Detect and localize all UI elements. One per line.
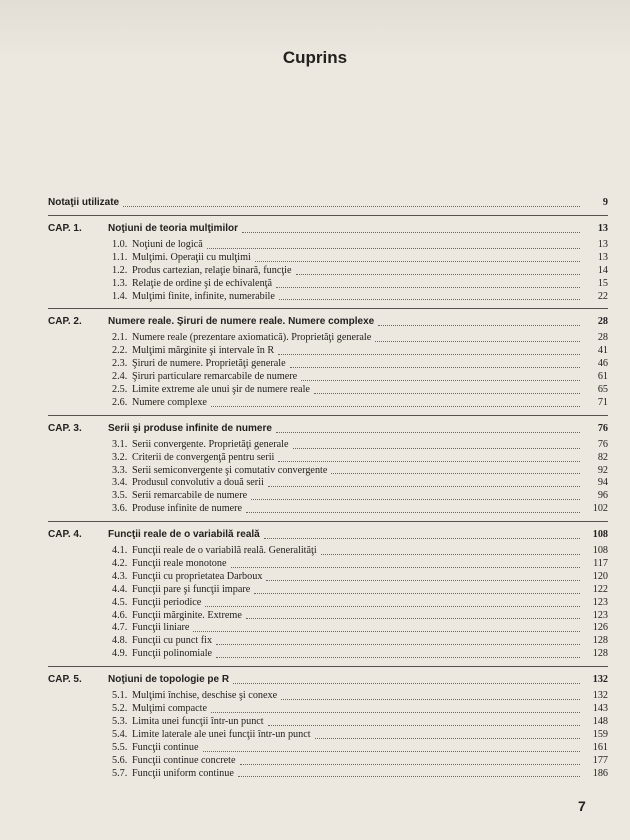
divider <box>48 415 608 416</box>
chapter-page: 132 <box>592 674 608 686</box>
section-page: 159 <box>592 728 608 740</box>
section-title: Funcţii continue concrete <box>132 754 236 766</box>
section-page: 123 <box>592 596 608 608</box>
section-number: 2.1. <box>112 332 128 344</box>
notations-page: 9 <box>602 197 608 208</box>
dot-leader <box>276 286 580 288</box>
page-title: Cuprins <box>282 48 348 67</box>
section-title: Funcţii cu punct fix <box>132 635 213 647</box>
toc-section[interactable] <box>48 545 608 558</box>
section-number: 5.1. <box>112 690 128 702</box>
toc-section[interactable] <box>48 477 608 490</box>
toc-section[interactable] <box>48 716 608 729</box>
toc-chapter[interactable] <box>48 315 608 329</box>
chapter-label: CAP. 5. <box>48 674 82 686</box>
section-page: 132 <box>592 690 608 702</box>
dot-leader <box>242 231 580 233</box>
chapter-label: CAP. 1. <box>48 223 82 234</box>
chapter-title: Noţiuni de teoria mulţimilor <box>108 223 239 234</box>
section-number: 2.3. <box>112 358 128 370</box>
dot-leader <box>314 392 580 394</box>
section-number: 5.4. <box>112 728 128 740</box>
dot-leader <box>246 511 580 513</box>
dot-leader <box>240 763 580 765</box>
section-title: Numere complexe <box>132 396 207 408</box>
section-page: 94 <box>597 477 608 489</box>
toc-section[interactable] <box>48 503 608 516</box>
section-title: Numere reale (prezentare axiomatică). Proprietăţi generale <box>132 332 372 344</box>
toc-section[interactable] <box>48 397 608 410</box>
dot-leader <box>268 724 580 726</box>
section-title: Limite laterale ale unei funcţii într-un punct <box>132 728 311 740</box>
chapter-title: Serii şi produse infinite de numere <box>108 422 272 434</box>
toc-section[interactable] <box>48 465 608 478</box>
dot-leader <box>211 711 580 713</box>
dot-leader <box>264 537 580 539</box>
section-page: 22 <box>597 290 608 302</box>
section-page: 120 <box>592 570 608 582</box>
chapter-page: 28 <box>597 316 608 328</box>
toc-section[interactable] <box>48 622 608 635</box>
section-number: 2.5. <box>112 384 128 396</box>
section-number: 2.4. <box>112 371 128 383</box>
dot-leader <box>207 247 580 249</box>
dot-leader <box>211 405 580 407</box>
dot-leader <box>276 431 580 433</box>
section-number: 4.6. <box>112 609 128 621</box>
section-title: Funcţii uniform continue <box>132 767 234 779</box>
toc-section[interactable] <box>48 635 608 648</box>
section-title: Produse infinite de numere <box>132 503 243 515</box>
section-page: 126 <box>592 622 608 634</box>
section-number: 3.6. <box>112 503 128 515</box>
section-number: 5.5. <box>112 741 128 753</box>
section-title: Mulţimi. Operaţii cu mulţimi <box>132 251 251 263</box>
dot-leader <box>254 592 580 594</box>
dot-leader <box>231 566 580 568</box>
toc-section[interactable] <box>48 584 608 597</box>
toc-notations[interactable] <box>48 196 608 210</box>
toc-chapter[interactable] <box>48 422 608 436</box>
section-number: 4.3. <box>112 570 128 582</box>
section-number: 3.5. <box>112 490 128 502</box>
section-title: Limite extreme ale unui şir de numere reale <box>132 384 310 396</box>
section-page: 143 <box>592 703 608 715</box>
toc-section[interactable] <box>48 490 608 503</box>
dot-leader <box>281 698 580 700</box>
dot-leader <box>296 273 580 275</box>
toc-section[interactable] <box>48 768 608 781</box>
toc-section[interactable] <box>48 729 608 742</box>
section-title: Funcţii reale de o variabilă reală. Generalităţi <box>132 545 317 557</box>
section-number: 4.9. <box>112 648 128 660</box>
section-title: Funcţii pare şi funcţii impare <box>132 583 251 595</box>
dot-leader <box>123 205 580 207</box>
dot-leader <box>233 682 580 684</box>
section-title: Funcţii liniare <box>132 622 190 634</box>
chapter-page: 76 <box>597 422 608 434</box>
section-number: 5.2. <box>112 703 128 715</box>
dot-leader <box>375 340 580 342</box>
toc-section[interactable] <box>48 703 608 716</box>
section-title: Şiruri particulare remarcabile de numere <box>132 371 298 383</box>
toc-section[interactable] <box>48 690 608 703</box>
toc-section[interactable] <box>48 648 608 661</box>
dot-leader <box>321 553 580 555</box>
section-page: 186 <box>592 767 608 779</box>
section-title: Mulţimi închise, deschise şi conexe <box>132 690 278 702</box>
section-title: Mulţimi finite, infinite, numerabile <box>132 290 275 302</box>
toc-section[interactable] <box>48 610 608 623</box>
section-page: 76 <box>597 438 608 450</box>
chapter-page: 108 <box>592 529 608 541</box>
dot-leader <box>293 447 580 449</box>
section-title: Limita unei funcţii într-un punct <box>132 715 264 727</box>
dot-leader <box>331 472 580 474</box>
dot-leader <box>278 460 580 462</box>
section-number: 4.8. <box>112 635 128 647</box>
toc-section[interactable] <box>48 358 608 371</box>
section-number: 4.5. <box>112 596 128 608</box>
chapter-title: Numere reale. Şiruri de numere reale. Numere complexe <box>108 316 375 328</box>
chapter-label: CAP. 2. <box>48 316 82 328</box>
divider <box>48 215 608 216</box>
section-page: 13 <box>597 239 608 250</box>
dot-leader <box>216 643 580 645</box>
dot-leader <box>290 366 580 368</box>
toc-section[interactable] <box>48 384 608 397</box>
section-page: 46 <box>597 358 608 370</box>
toc-section[interactable] <box>48 597 608 610</box>
section-page: 96 <box>597 490 608 502</box>
toc-section[interactable] <box>48 371 608 384</box>
section-page: 117 <box>593 558 608 570</box>
toc-section[interactable] <box>48 571 608 584</box>
dot-leader <box>216 656 580 658</box>
section-title: Relaţie de ordine şi de echivalenţă <box>132 277 273 289</box>
dot-leader <box>255 260 580 262</box>
section-number: 1.2. <box>112 264 128 276</box>
dot-leader <box>278 353 580 355</box>
section-title: Şiruri de numere. Proprietăţi generale <box>132 358 286 370</box>
toc-chapter[interactable] <box>48 528 608 542</box>
section-page: 161 <box>592 741 608 753</box>
section-title: Serii convergente. Proprietăţi generale <box>132 438 289 450</box>
section-page: 128 <box>592 648 608 660</box>
section-number: 4.2. <box>112 558 128 570</box>
toc-section[interactable] <box>48 291 608 304</box>
section-title: Funcţii continue <box>132 741 199 753</box>
toc-section[interactable] <box>48 345 608 358</box>
toc-section[interactable] <box>48 558 608 571</box>
dot-leader <box>238 775 580 777</box>
section-number: 2.2. <box>112 345 128 357</box>
section-page: 122 <box>592 583 608 595</box>
section-page: 71 <box>597 396 608 408</box>
section-page: 28 <box>597 332 608 344</box>
toc-chapter[interactable] <box>48 673 608 687</box>
section-number: 4.4. <box>112 583 128 595</box>
section-page: 13 <box>597 251 608 263</box>
toc-section[interactable] <box>48 239 608 252</box>
section-number: 5.7. <box>112 767 128 779</box>
dot-leader <box>251 498 580 500</box>
section-title: Noţiuni de logică <box>132 239 203 250</box>
toc-section[interactable] <box>48 452 608 465</box>
section-number: 3.4. <box>112 477 128 489</box>
toc-section[interactable] <box>48 278 608 291</box>
divider <box>48 308 608 309</box>
dot-leader <box>279 298 580 300</box>
section-page: 65 <box>597 384 608 396</box>
toc-section[interactable] <box>48 332 608 345</box>
chapter-title: Funcţii reale de o variabilă reală <box>108 529 260 541</box>
section-title: Mulţimi compacte <box>132 703 207 715</box>
table-of-contents <box>48 196 608 780</box>
section-title: Mulţimi mărginite şi intervale în R <box>132 345 275 357</box>
section-number: 5.3. <box>112 715 128 727</box>
toc-section[interactable] <box>48 755 608 768</box>
section-page: 128 <box>592 635 608 647</box>
section-title: Funcţii mărginite. Extreme <box>132 609 242 621</box>
section-number: 3.3. <box>112 464 128 476</box>
section-page: 177 <box>592 754 608 766</box>
dot-leader <box>378 324 580 326</box>
toc-section[interactable] <box>48 742 608 755</box>
section-title: Serii remarcabile de numere <box>132 490 248 502</box>
dot-leader <box>193 630 580 632</box>
section-page: 102 <box>592 503 608 515</box>
dot-leader <box>268 485 580 487</box>
toc-section[interactable] <box>48 265 608 278</box>
chapter-page: 13 <box>597 223 608 234</box>
section-number: 1.3. <box>112 277 128 289</box>
section-title: Funcţii reale monotone <box>132 558 227 570</box>
section-title: Funcţii cu proprietatea Darboux <box>132 570 263 582</box>
toc-chapter[interactable] <box>48 222 608 236</box>
section-title: Serii semiconvergente şi comutativ convergente <box>132 464 328 476</box>
section-page: 15 <box>597 277 608 289</box>
dot-leader <box>205 605 580 607</box>
chapter-label: CAP. 4. <box>48 529 82 541</box>
section-number: 1.0. <box>112 239 128 250</box>
section-page: 123 <box>592 609 608 621</box>
divider <box>48 666 608 667</box>
section-number: 2.6. <box>112 396 128 408</box>
section-title: Criterii de convergenţă pentru serii <box>132 451 275 463</box>
chapter-label: CAP. 3. <box>48 422 82 434</box>
toc-section[interactable] <box>48 252 608 265</box>
section-page: 92 <box>597 464 608 476</box>
section-number: 5.6. <box>112 754 128 766</box>
page-number: 7 <box>578 798 586 814</box>
section-title: Funcţii polinomiale <box>132 648 213 660</box>
dot-leader <box>301 379 580 381</box>
section-page: 41 <box>597 345 608 357</box>
dot-leader <box>266 579 580 581</box>
chapter-title: Noţiuni de topologie pe R <box>108 674 230 686</box>
section-page: 108 <box>592 545 608 557</box>
section-title: Funcţii periodice <box>132 596 202 608</box>
section-page: 14 <box>597 264 608 276</box>
dot-leader <box>315 737 580 739</box>
section-number: 4.7. <box>112 622 128 634</box>
section-title: Produsul convolutiv a două serii <box>132 477 264 489</box>
section-number: 3.2. <box>112 451 128 463</box>
section-number: 4.1. <box>112 545 128 557</box>
section-title: Produs cartezian, relaţie binară, funcţie <box>132 264 292 276</box>
divider <box>48 521 608 522</box>
dot-leader <box>246 617 580 619</box>
section-number: 3.1. <box>112 438 128 450</box>
dot-leader <box>203 750 580 752</box>
section-page: 82 <box>597 451 608 463</box>
toc-section[interactable] <box>48 439 608 452</box>
section-page: 148 <box>592 715 608 727</box>
section-page: 61 <box>597 371 608 383</box>
notations-title: Notaţii utilizate <box>48 197 120 208</box>
section-number: 1.1. <box>112 251 128 263</box>
chapter-list <box>48 222 608 780</box>
section-number: 1.4. <box>112 290 128 302</box>
